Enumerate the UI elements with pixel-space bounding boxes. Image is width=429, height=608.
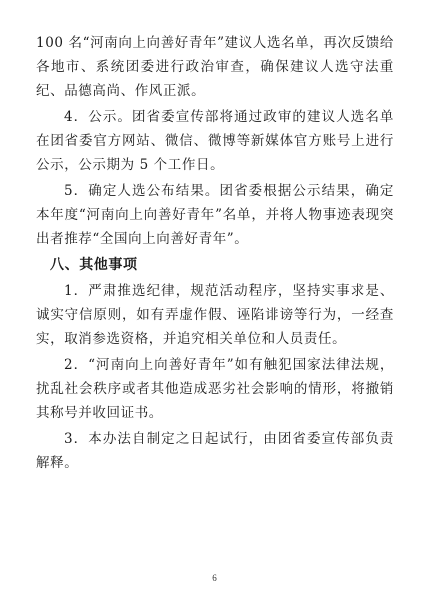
paragraph-other-item-1: 1．严肃推选纪律，规范活动程序，坚持实事求是、诚实守信原则，如有弄虚作假、诬陷诽谤等行为，一经查实，取消参选资格，并追究相关单位和人员责任。 xyxy=(36,283,394,347)
paragraph-item-5-confirm-results: 5．确定人选公布结果。团省委根据公示结果，确定本年度“河南向上向善好青年”名单，并将人物事迹表现突出者推荐“全国向上向善好青年”。 xyxy=(36,183,394,247)
paragraph-other-item-2: 2．“河南向上向善好青年”如有触犯国家法律法规，扰乱社会秩序或者其他造成恶劣社会影响的情形，将撤销其称号并收回证书。 xyxy=(36,357,394,421)
section-heading-other-matters: 八、其他事项 xyxy=(50,257,138,273)
page-number: 6 xyxy=(212,573,217,583)
paragraph-other-item-3: 3．本办法自制定之日起试行，由团省委宣传部负责解释。 xyxy=(36,431,394,471)
paragraph-item-4-publicity: 4．公示。团省委宣传部将通过政审的建议人选名单在团省委官方网站、微信、微博等新媒体官方账号上进行公示，公示期为 5 个工作日。 xyxy=(36,109,394,173)
document-body xyxy=(36,31,394,477)
paragraph-continuation: 100 名“河南向上向善好青年”建议人选名单，再次反馈给各地市、系统团委进行政治审查，确保建议人选守法重纪、品德高尚、作风正派。 xyxy=(36,35,394,99)
